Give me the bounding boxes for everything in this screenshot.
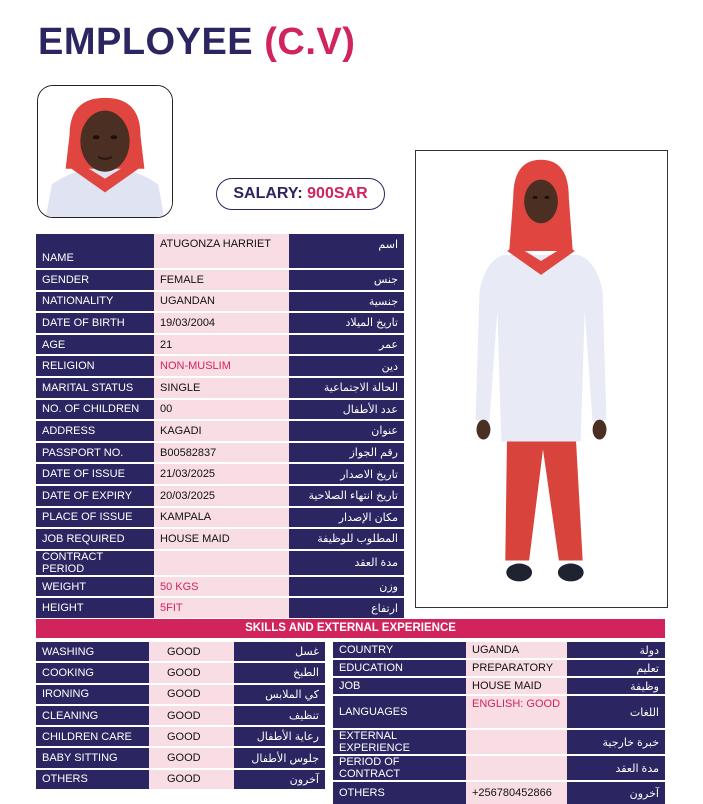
- salary-badge: [216, 178, 385, 210]
- skill-row: [36, 642, 325, 661]
- row-languages: [333, 696, 665, 728]
- row-religion: [36, 356, 404, 376]
- label-address: ADDRESS: [36, 421, 154, 441]
- label-passport: PASSPORT NO.: [36, 443, 154, 463]
- skill-value: GOOD: [149, 663, 234, 682]
- skill-arabic: تنظيف: [234, 706, 325, 725]
- salary-label: SALARY:: [233, 185, 303, 202]
- row-passport: [36, 443, 404, 463]
- row-education: [333, 660, 665, 676]
- value-contract-period: [154, 551, 289, 575]
- skill-arabic: آخرون: [234, 770, 325, 789]
- arabic-expiry-date: تاريخ انتهاء الصلاحية: [289, 486, 404, 506]
- value-name: ATUGONZA HARRIET: [154, 234, 289, 268]
- value-phone: +256780452866: [466, 782, 567, 804]
- arabic-dob: تاريخ الميلاد: [289, 313, 404, 333]
- skill-value: GOOD: [149, 727, 234, 746]
- arabic-marital-status: الحالة الاجتماعية: [289, 378, 404, 398]
- row-issue-place: [36, 508, 404, 528]
- arabic-height: ارتفاع: [289, 598, 404, 618]
- skill-row: [36, 727, 325, 746]
- value-country: UGANDA: [466, 642, 567, 658]
- label-height: HEIGHT: [36, 598, 154, 618]
- value-period-of-contract: [466, 756, 567, 780]
- arabic-gender: جنس: [289, 270, 404, 290]
- row-address: [36, 421, 404, 441]
- skill-label: COOKING: [36, 663, 149, 682]
- label-dob: DATE OF BIRTH: [36, 313, 154, 333]
- row-weight: [36, 577, 404, 597]
- arabic-education: تعليم: [567, 660, 665, 676]
- skill-row: [36, 706, 325, 725]
- value-height: 5FIT: [154, 598, 289, 618]
- row-nationality: [36, 292, 404, 312]
- skill-value: GOOD: [149, 706, 234, 725]
- label-gender: GENDER: [36, 270, 154, 290]
- personal-info-table: [36, 232, 404, 620]
- arabic-name: اسم: [289, 234, 404, 268]
- salary-value: 900SAR: [307, 185, 368, 202]
- label-period-of-contract: PERIOD OF CONTRACT: [333, 756, 466, 780]
- skill-label: BABY SITTING: [36, 748, 149, 767]
- value-gender: FEMALE: [154, 270, 289, 290]
- row-expiry-date: [36, 486, 404, 506]
- skill-arabic: غسل: [234, 642, 325, 661]
- value-education: PREPARATORY: [466, 660, 567, 676]
- skill-value: GOOD: [149, 770, 234, 789]
- skill-row: [36, 685, 325, 704]
- arabic-children: عدد الأطفال: [289, 400, 404, 420]
- row-gender: [36, 270, 404, 290]
- value-children: 00: [154, 400, 289, 420]
- row-children: [36, 400, 404, 420]
- skill-row: [36, 748, 325, 767]
- label-issue-date: DATE OF ISSUE: [36, 464, 154, 484]
- label-children: NO. OF CHILDREN: [36, 400, 154, 420]
- title-accent: (C.V): [264, 21, 356, 63]
- row-others: [333, 782, 665, 804]
- label-name: NAME: [36, 234, 154, 268]
- label-nationality: NATIONALITY: [36, 292, 154, 312]
- arabic-period-of-contract: مدة العقد: [567, 756, 665, 780]
- skill-value: GOOD: [149, 685, 234, 704]
- arabic-issue-place: مكان الإصدار: [289, 508, 404, 528]
- arabic-issue-date: تاريخ الاصدار: [289, 464, 404, 484]
- skill-row: [36, 770, 325, 789]
- arabic-job-required: المطلوب للوظيفة: [289, 529, 404, 549]
- arabic-religion: دين: [289, 356, 404, 376]
- row-height: [36, 598, 404, 618]
- value-weight: 50 KGS: [154, 577, 289, 597]
- experience-table: [333, 640, 665, 804]
- value-languages: ENGLISH: GOOD: [466, 696, 567, 728]
- arabic-others: آخرون: [567, 782, 665, 804]
- row-job-required: [36, 529, 404, 549]
- label-others: OTHERS: [333, 782, 466, 804]
- label-country: COUNTRY: [333, 642, 466, 658]
- label-issue-place: PLACE OF ISSUE: [36, 508, 154, 528]
- skill-arabic: الطبخ: [234, 663, 325, 682]
- skill-row: [36, 663, 325, 682]
- arabic-job: وظيفة: [567, 678, 665, 694]
- arabic-passport: رقم الجواز: [289, 443, 404, 463]
- value-expiry-date: 20/03/2025: [154, 486, 289, 506]
- label-job-required: JOB REQUIRED: [36, 529, 154, 549]
- label-religion: RELIGION: [36, 356, 154, 376]
- skill-arabic: كي الملابس: [234, 685, 325, 704]
- row-marital-status: [36, 378, 404, 398]
- value-age: 21: [154, 335, 289, 355]
- skill-arabic: رعاية الأطفال: [234, 727, 325, 746]
- arabic-contract-period: مدة العقد: [289, 551, 404, 575]
- row-job: [333, 678, 665, 694]
- label-weight: WEIGHT: [36, 577, 154, 597]
- arabic-languages: اللغات: [567, 696, 665, 728]
- row-country: [333, 642, 665, 658]
- title-main: EMPLOYEE: [38, 21, 254, 63]
- value-issue-place: KAMPALA: [154, 508, 289, 528]
- value-dob: 19/03/2004: [154, 313, 289, 333]
- value-address: KAGADI: [154, 421, 289, 441]
- portrait-photo: [37, 85, 173, 218]
- skill-label: WASHING: [36, 642, 149, 661]
- arabic-nationality: جنسية: [289, 292, 404, 312]
- full-body-photo: [415, 150, 668, 608]
- skill-value: GOOD: [149, 642, 234, 661]
- arabic-address: عنوان: [289, 421, 404, 441]
- row-external-experience: [333, 730, 665, 754]
- skill-label: CHILDREN CARE: [36, 727, 149, 746]
- label-age: AGE: [36, 335, 154, 355]
- label-expiry-date: DATE OF EXPIRY: [36, 486, 154, 506]
- label-external-experience: EXTERNAL EXPERIENCE: [333, 730, 466, 754]
- label-job: JOB: [333, 678, 466, 694]
- row-age: [36, 335, 404, 355]
- row-name: [36, 234, 404, 268]
- arabic-age: عمر: [289, 335, 404, 355]
- value-marital-status: SINGLE: [154, 378, 289, 398]
- label-contract-period: CONTRACT PERIOD: [36, 551, 154, 575]
- row-contract-period: [36, 551, 404, 575]
- arabic-external-experience: خبرة خارجية: [567, 730, 665, 754]
- skill-value: GOOD: [149, 748, 234, 767]
- label-languages: LANGUAGES: [333, 696, 466, 728]
- skills-table: [36, 640, 325, 791]
- skills-section-header: SKILLS AND EXTERNAL EXPERIENCE: [36, 619, 665, 638]
- value-job-required: HOUSE MAID: [154, 529, 289, 549]
- page-title: [38, 16, 355, 68]
- label-education: EDUCATION: [333, 660, 466, 676]
- skill-label: IRONING: [36, 685, 149, 704]
- skill-label: OTHERS: [36, 770, 149, 789]
- arabic-weight: وزن: [289, 577, 404, 597]
- row-period-of-contract: [333, 756, 665, 780]
- row-dob: [36, 313, 404, 333]
- value-issue-date: 21/03/2025: [154, 464, 289, 484]
- skill-arabic: جلوس الأطفال: [234, 748, 325, 767]
- value-job: HOUSE MAID: [466, 678, 567, 694]
- label-marital-status: MARITAL STATUS: [36, 378, 154, 398]
- arabic-country: دولة: [567, 642, 665, 658]
- value-passport: B00582837: [154, 443, 289, 463]
- skill-label: CLEANING: [36, 706, 149, 725]
- value-religion: NON-MUSLIM: [154, 356, 289, 376]
- row-issue-date: [36, 464, 404, 484]
- value-nationality: UGANDAN: [154, 292, 289, 312]
- value-external-experience: [466, 730, 567, 754]
